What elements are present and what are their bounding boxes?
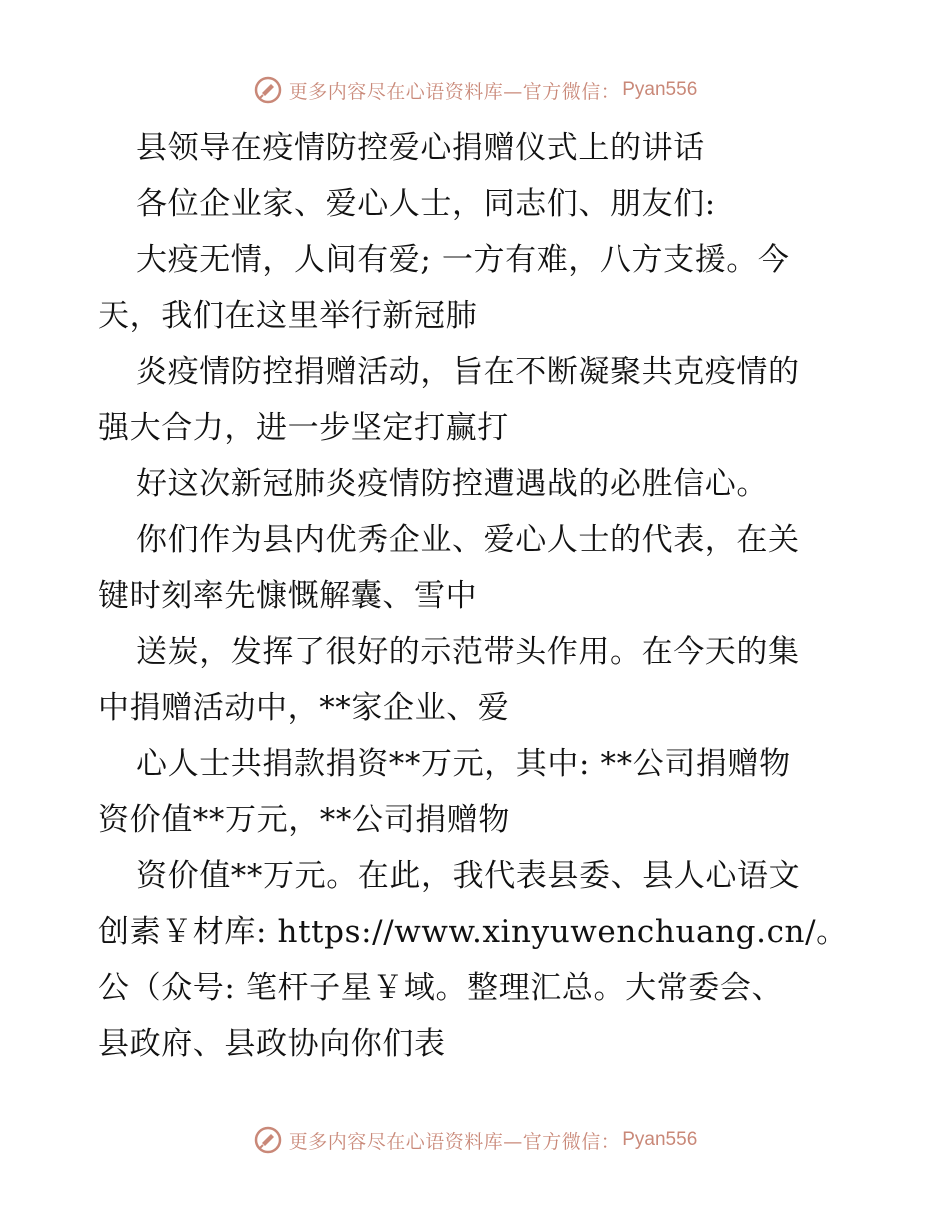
paragraph-line: 键时刻率先慷慨解囊、雪中 — [98, 578, 478, 614]
paragraph-line: 天，我们在这里举行新冠肺 — [98, 298, 478, 334]
paragraph-line: 强大合力，进一步坚定打赢打 — [98, 410, 509, 446]
watermark-logo-icon — [253, 75, 283, 105]
footer-watermark — [0, 1123, 950, 1157]
paragraph-line: 中捐赠活动中，**家企业、爱 — [98, 690, 510, 726]
paragraph-line: 县政府、县政协向你们表 — [98, 1026, 446, 1062]
watermark-logo-icon — [253, 1125, 283, 1155]
watermark-text: 更多内容尽在心语资料库—官方微信： — [288, 1130, 621, 1153]
paragraph-line: 你们作为县内优秀企业、爱心人士的代表，在关 — [136, 522, 800, 558]
paragraph-line: 送炭，发挥了很好的示范带头作用。在今天的集 — [136, 634, 800, 670]
paragraph-line: 炎疫情防控捐赠活动，旨在不断凝聚共克疫情的 — [136, 354, 800, 390]
paragraph-line: 资价值**万元。在此，我代表县委、县人心语文 — [136, 858, 801, 894]
paragraph-line: 资价值**万元，**公司捐赠物 — [98, 802, 510, 838]
paragraph-line: 大疫无情，人间有爱; 一方有难，八方支援。今 — [136, 242, 790, 278]
watermark-wechat-id: Pyan556 — [622, 79, 698, 100]
watermark-wechat-id: Pyan556 — [622, 1129, 698, 1150]
header-watermark — [0, 73, 950, 107]
paragraph-line: 好这次新冠肺炎疫情防控遭遇战的必胜信心。 — [136, 466, 768, 502]
paragraph-line: 创素￥材库: https://www.xinyuwenchuang.cn/。 — [98, 914, 848, 950]
document-title: 县领导在疫情防控爱心捐赠仪式上的讲话 — [136, 130, 705, 166]
paragraph-line: 公（众号: 笔杆子星￥域。整理汇总。大常委会、 — [98, 970, 784, 1006]
salutation-line: 各位企业家、爱心人士，同志们、朋友们: — [136, 186, 716, 222]
document-body — [98, 120, 858, 1072]
paragraph-line: 心人士共捐款捐资**万元，其中: **公司捐赠物 — [136, 746, 791, 782]
watermark-text: 更多内容尽在心语资料库—官方微信： — [288, 80, 621, 103]
